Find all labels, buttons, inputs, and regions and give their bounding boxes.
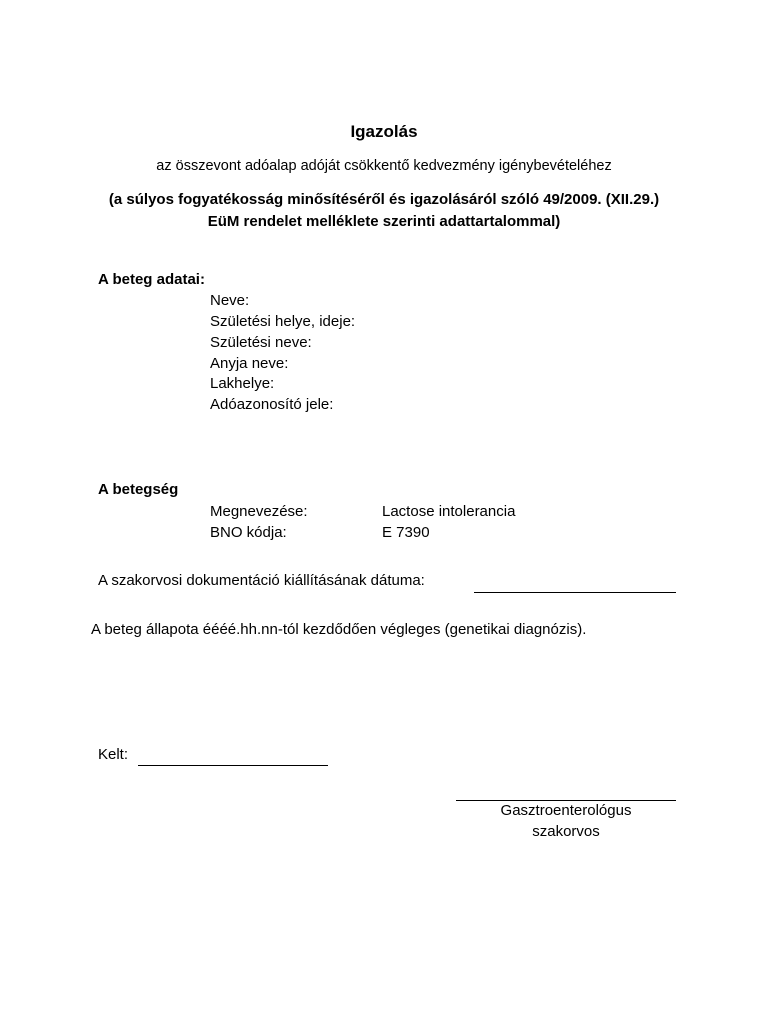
disease-name-label: Megnevezése: <box>210 503 308 520</box>
patient-status-text: A beteg állapota éééé.hh.nn-tól kezdődően végleges (genetikai diagnózis). <box>91 621 587 638</box>
patient-taxid-label: Adóazonosító jele: <box>210 396 334 413</box>
disease-heading: A betegség <box>98 481 179 498</box>
doc-date-line <box>474 592 676 593</box>
signature-title-line2: szakorvos <box>532 823 600 840</box>
bno-code-label: BNO kódja: <box>210 524 287 541</box>
legal-reference-line1: (a súlyos fogyatékosság minősítéséről és igazolásáról szóló 49/2009. (XII.29.) <box>108 191 660 208</box>
disease-name-value: Lactose intolerancia <box>382 503 516 520</box>
bno-code-value: E 7390 <box>382 524 430 541</box>
patient-birthname-label: Születési neve: <box>210 334 312 351</box>
document-title: Igazolás <box>350 122 418 141</box>
signature-line <box>456 800 676 801</box>
patient-name-label: Neve: <box>210 292 250 309</box>
patient-birthplace-label: Születési helye, ideje: <box>210 313 356 330</box>
kelt-date-line <box>138 765 328 766</box>
patient-data-heading: A beteg adatai: <box>98 271 205 288</box>
document-subtitle: az összevont adóalap adóját csökkentő kedvezmény igénybevételéhez <box>156 158 612 174</box>
legal-reference-line2: EüM rendelet melléklete szerinti adattartalommal) <box>207 213 561 230</box>
kelt-label: Kelt: <box>98 746 129 763</box>
patient-address-label: Lakhelye: <box>210 375 275 392</box>
signature-title-line1: Gasztroenterológus <box>500 802 632 819</box>
doc-date-label: A szakorvosi dokumentáció kiállításának dátuma: <box>98 572 425 589</box>
patient-mothername-label: Anyja neve: <box>210 355 289 372</box>
